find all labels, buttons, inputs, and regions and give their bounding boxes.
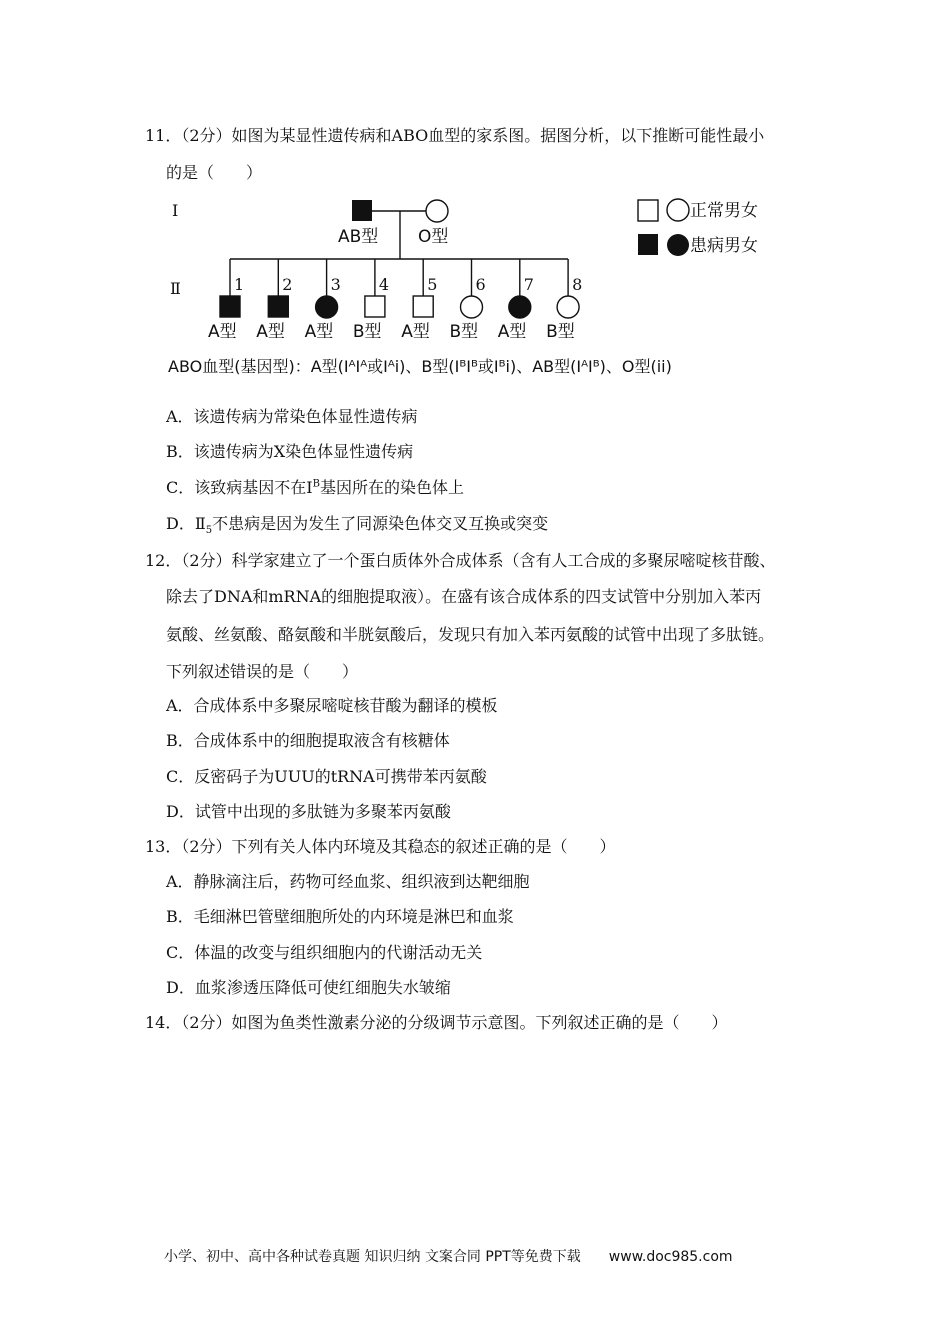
child-6-normal-circle-icon: [461, 296, 483, 318]
child-3-affected-circle-icon: [316, 296, 338, 318]
child-3-blood-type: A型: [304, 322, 334, 342]
q12-stem-line3: 氨酸、丝氨酸、酪氨酸和半胱氨酸后，发现只有加入苯丙氨酸的试管中出现了多肽链。: [166, 625, 775, 644]
father-blood-type: AB型: [338, 227, 379, 247]
child-4-normal-square-icon: [365, 296, 385, 317]
footer-text: 小学、初中、高中各种试卷真题 知识归纳 文案合同 PPT等免费下载: [164, 1249, 581, 1265]
child-5-blood-type: A型: [401, 322, 430, 342]
q12-stem-line1: 12．（2分）科学家建立了一个蛋白质体外合成体系（含有人工合成的多聚尿嘧啶核苷酸、: [145, 551, 776, 570]
q11-option-d[interactable]: D．$Ⅱ_5$不患病是因为发生了同源染色体交叉互换或突变: [166, 514, 549, 537]
child-1-number: 1: [234, 275, 245, 294]
child-5-number: 5: [427, 275, 438, 294]
child-8-normal-circle-icon: [557, 296, 579, 318]
q11-number: 11．: [145, 126, 182, 145]
child-4-number: 4: [378, 275, 390, 294]
child-7-number: 7: [523, 275, 534, 294]
page-footer: [164, 1246, 733, 1266]
legend-normal-male-square-icon: [638, 200, 658, 221]
q12-number: 12．: [145, 551, 182, 570]
q11-option-b[interactable]: B．该遗传病为X染色体显性遗传病: [166, 442, 414, 461]
child-8-blood-type: B型: [546, 322, 575, 342]
q13-number: 13．: [145, 837, 182, 856]
child-8-number: 8: [572, 275, 583, 294]
child-2-number: 2: [282, 275, 293, 294]
child-7-affected-circle-icon: [509, 296, 531, 318]
child-4-blood-type: B型: [352, 322, 382, 342]
q12-stem-line4: 下列叙述错误的是（ ）: [166, 662, 359, 681]
mother-blood-type: O型: [418, 227, 449, 247]
q12-option-d[interactable]: D．试管中出现的多肽链为多聚苯丙氨酸: [166, 802, 451, 821]
legend-normal-female-circle-icon: [667, 199, 689, 221]
child-2-affected-square-icon: [268, 296, 288, 317]
mother-normal-circle-icon: [426, 200, 448, 222]
generation-I-label: I: [172, 201, 179, 220]
generation-II-label: Ⅱ: [170, 279, 181, 298]
child-6-blood-type: B型: [449, 322, 479, 342]
generation-II-children: [208, 259, 582, 342]
child-1-blood-type: A型: [208, 322, 237, 342]
q13-option-d[interactable]: D．血浆渗透压降低可使红细胞失水皱缩: [166, 978, 451, 997]
child-5-normal-square-icon: [413, 296, 433, 317]
child-7-blood-type: A型: [497, 322, 527, 342]
footer-url-link[interactable]: www.doc985.com: [608, 1249, 733, 1265]
q14-number: 14．: [145, 1013, 182, 1032]
q14-stem-line1: 14．（2分）如图为鱼类性激素分泌的分级调节示意图。下列叙述正确的是（ ）: [145, 1013, 728, 1032]
legend-affected-label: 患病男女: [690, 236, 758, 256]
q11-option-c[interactable]: C．该致病基因不在$I^B$基因所在的染色体上: [166, 478, 464, 497]
q13-option-b[interactable]: B．毛细淋巴管壁细胞所处的内环境是淋巴和血浆: [166, 907, 514, 926]
q12-option-a[interactable]: A．合成体系中多聚尿嘧啶核苷酸为翻译的模板: [166, 696, 498, 715]
q13-option-a[interactable]: A．静脉滴注后，药物可经血浆、组织液到达靶细胞: [166, 872, 530, 891]
q11-stem-line2: 的是（ ）: [166, 163, 263, 182]
child-1-affected-square-icon: [220, 296, 240, 317]
father-affected-square-icon: [352, 200, 372, 221]
q13-option-c[interactable]: C．体温的改变与组织细胞内的代谢活动无关: [166, 943, 483, 962]
pedigree-diagram: [160, 190, 780, 385]
legend-normal-label: 正常男女: [690, 201, 758, 221]
q12-stem-line2: 除去了DNA和mRNA的细胞提取液）。在盛有该合成体系的四支试管中分别加入苯丙: [166, 587, 762, 606]
q11-option-a[interactable]: A．该遗传病为常染色体显性遗传病: [166, 407, 418, 426]
legend-affected-female-circle-icon: [667, 234, 689, 256]
q11-stem-line1: 11．（2分）如图为某显性遗传病和ABO血型的家系图。据图分析，以下推断可能性最小: [145, 126, 765, 145]
child-3-number: 3: [330, 275, 341, 294]
q13-stem-line1: 13．（2分）下列有关人体内环境及其稳态的叙述正确的是（ ）: [145, 837, 616, 856]
child-2-blood-type: A型: [256, 322, 285, 342]
genotype-note: ABO血型(基因型)：A型(IᴬIᴬ或Iᴬi)、B型(IᴮIᴮ或Iᴮi)、AB型(IᴬIᴮ)、O型(ii): [168, 357, 672, 376]
q12-option-b[interactable]: B．合成体系中的细胞提取液含有核糖体: [166, 731, 450, 750]
legend-affected-male-square-icon: [638, 234, 658, 255]
q12-option-c[interactable]: C．反密码子为UUU的tRNA可携带苯丙氨酸: [166, 767, 487, 786]
child-6-number: 6: [475, 275, 486, 294]
